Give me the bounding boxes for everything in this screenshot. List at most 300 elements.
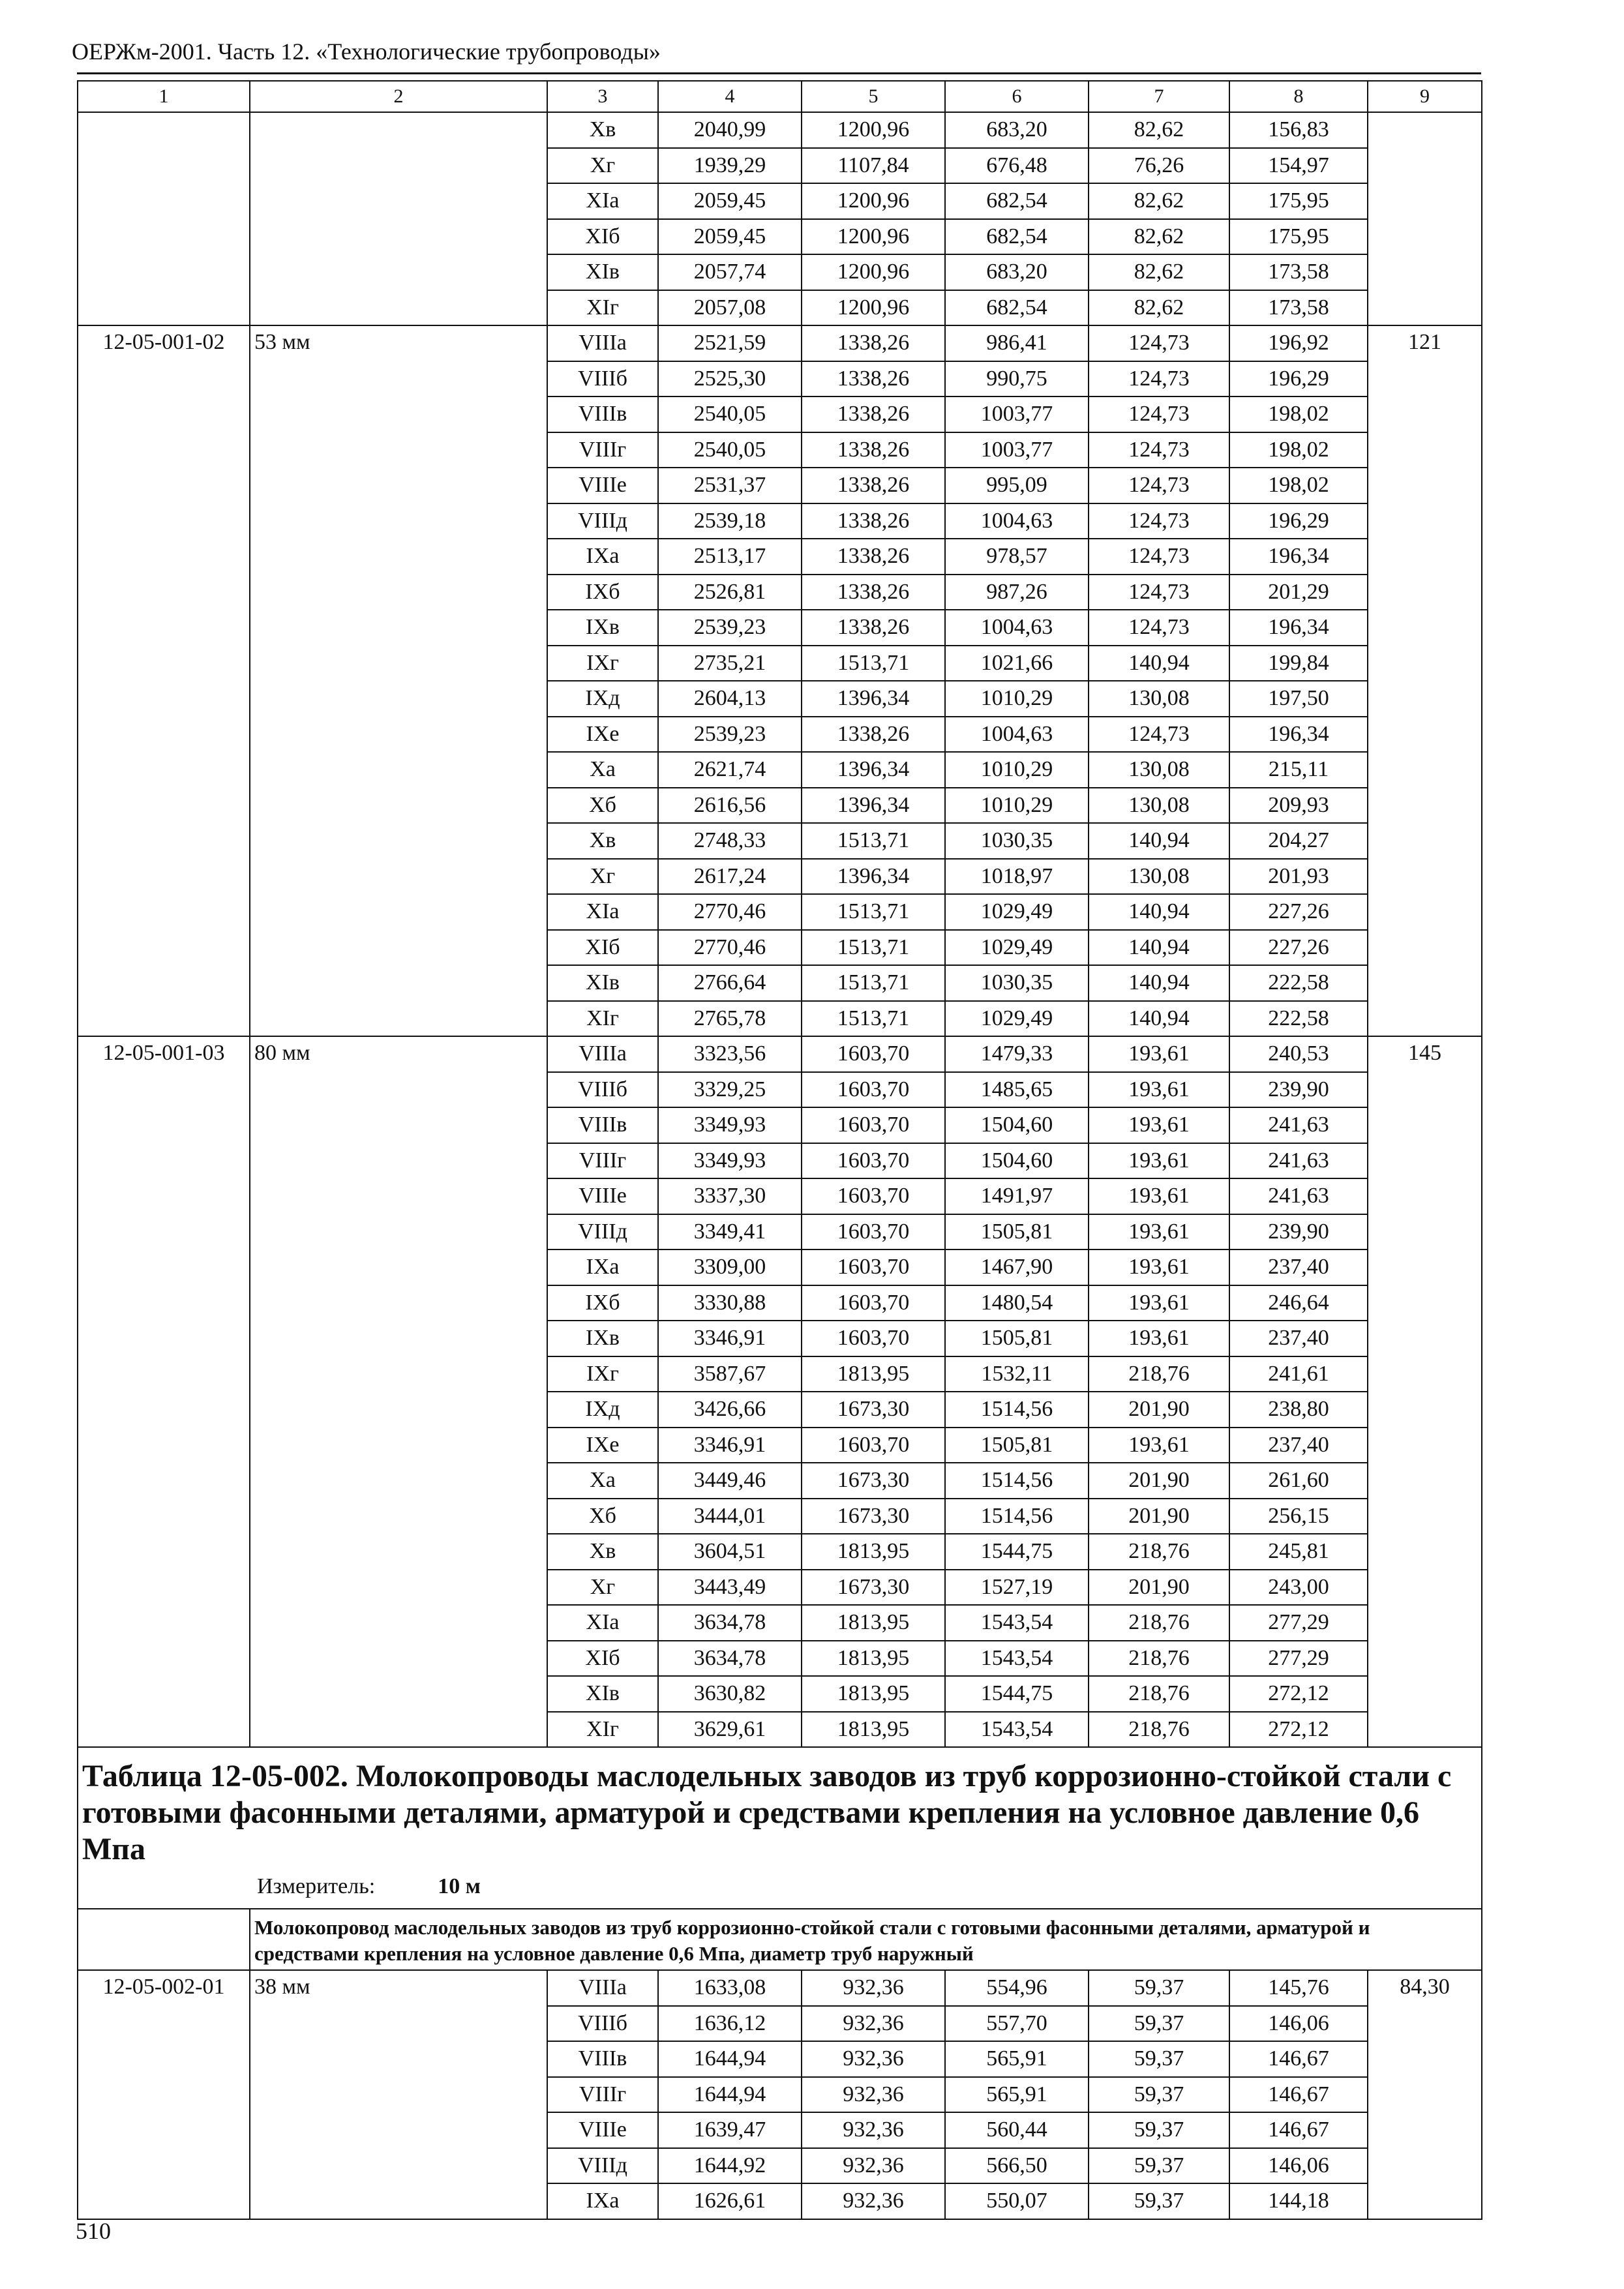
- value-cell: 565,91: [945, 2077, 1089, 2113]
- value-cell: 197,50: [1229, 681, 1368, 717]
- value-cell: 156,83: [1229, 112, 1368, 148]
- value-cell: 245,81: [1229, 1534, 1368, 1570]
- description-cell: Молокопровод маслодельных заводов из труб коррозионно-стойкой стали с готовыми фасонными деталями, арматурой и средствами крепления на условное давление 0,6 Мпа, диаметр труб наружный: [250, 1909, 1482, 1970]
- value-cell: 3346,91: [658, 1321, 802, 1356]
- value-cell: 193,61: [1089, 1072, 1229, 1108]
- value-cell: 1010,29: [945, 681, 1089, 717]
- value-cell: 1514,56: [945, 1499, 1089, 1534]
- value-cell: 2057,74: [658, 254, 802, 290]
- value-cell: 1603,70: [802, 1072, 945, 1108]
- diameter-cell: 38 мм: [250, 1970, 547, 2219]
- zone-cell: ХIа: [547, 183, 658, 219]
- value-cell: 932,36: [802, 2006, 945, 2042]
- value-cell: 218,76: [1089, 1676, 1229, 1712]
- value-cell: 241,63: [1229, 1107, 1368, 1143]
- value-cell: 2770,46: [658, 930, 802, 966]
- value-cell: 82,62: [1089, 219, 1229, 255]
- value-cell: 130,08: [1089, 681, 1229, 717]
- zone-cell: ХIв: [547, 254, 658, 290]
- value-cell: 145,76: [1229, 1970, 1368, 2006]
- value-cell: 196,34: [1229, 717, 1368, 753]
- value-cell: 1338,26: [802, 468, 945, 503]
- value-cell: 1029,49: [945, 1001, 1089, 1037]
- value-cell: 261,60: [1229, 1463, 1368, 1499]
- rate-code-cell: 12-05-001-03: [78, 1036, 250, 1747]
- value-cell: 277,29: [1229, 1605, 1368, 1641]
- zone-cell: Хв: [547, 112, 658, 148]
- zone-cell: VIIIд: [547, 2148, 658, 2184]
- zone-cell: Хв: [547, 1534, 658, 1570]
- value-cell: 683,20: [945, 112, 1089, 148]
- value-cell: 82,62: [1089, 183, 1229, 219]
- zone-cell: ХIа: [547, 894, 658, 930]
- value-cell: 3444,01: [658, 1499, 802, 1534]
- value-cell: 1513,71: [802, 646, 945, 681]
- value-cell: 2540,05: [658, 396, 802, 432]
- zone-cell: VIIIг: [547, 432, 658, 468]
- value-cell: 990,75: [945, 361, 1089, 397]
- zone-cell: ХIг: [547, 1712, 658, 1748]
- column-number-cell: 4: [658, 81, 802, 112]
- value-cell: 3449,46: [658, 1463, 802, 1499]
- value-cell: 146,06: [1229, 2148, 1368, 2184]
- value-cell: 201,93: [1229, 859, 1368, 895]
- value-cell: 124,73: [1089, 503, 1229, 539]
- zone-cell: VIIIе: [547, 1178, 658, 1214]
- zone-cell: IХа: [547, 2183, 658, 2219]
- value-cell: 3634,78: [658, 1605, 802, 1641]
- value-cell: 986,41: [945, 325, 1089, 361]
- value-cell: 218,76: [1089, 1605, 1229, 1641]
- value-cell: 124,73: [1089, 361, 1229, 397]
- zone-cell: Хб: [547, 1499, 658, 1534]
- value-cell: 978,57: [945, 539, 1089, 575]
- value-cell: 218,76: [1089, 1534, 1229, 1570]
- section-title-cell: [78, 1747, 1482, 1909]
- value-cell: 215,11: [1229, 752, 1368, 788]
- value-cell: 196,92: [1229, 325, 1368, 361]
- value-cell: 1029,49: [945, 894, 1089, 930]
- value-cell: 82,62: [1089, 254, 1229, 290]
- column-number-cell: 3: [547, 81, 658, 112]
- value-cell: 1396,34: [802, 859, 945, 895]
- value-cell: 3349,93: [658, 1143, 802, 1179]
- value-cell: 227,26: [1229, 894, 1368, 930]
- value-cell: 1813,95: [802, 1605, 945, 1641]
- diameter-cell: [250, 112, 547, 325]
- zone-cell: IХа: [547, 1249, 658, 1285]
- unit-line: [82, 1876, 1477, 1908]
- value-cell: 130,08: [1089, 752, 1229, 788]
- value-cell: 222,58: [1229, 1001, 1368, 1037]
- value-cell: 1200,96: [802, 183, 945, 219]
- value-cell: 201,90: [1089, 1570, 1229, 1606]
- value-cell: 237,40: [1229, 1321, 1368, 1356]
- value-cell: 932,36: [802, 2041, 945, 2077]
- price-table: [77, 80, 1482, 2220]
- zone-cell: IХд: [547, 1392, 658, 1428]
- zone-cell: IХг: [547, 1356, 658, 1392]
- column-number-cell: 2: [250, 81, 547, 112]
- value-cell: 140,94: [1089, 930, 1229, 966]
- value-cell: 140,94: [1089, 823, 1229, 859]
- value-cell: 146,67: [1229, 2077, 1368, 2113]
- value-cell: 3323,56: [658, 1036, 802, 1072]
- value-cell: 1673,30: [802, 1570, 945, 1606]
- table-row: [78, 1970, 1482, 2006]
- value-cell: 550,07: [945, 2183, 1089, 2219]
- value-cell: 227,26: [1229, 930, 1368, 966]
- value-cell: 59,37: [1089, 2077, 1229, 2113]
- zone-cell: IХа: [547, 539, 658, 575]
- value-cell: 1010,29: [945, 752, 1089, 788]
- value-cell: 1813,95: [802, 1534, 945, 1570]
- zone-cell: ХIв: [547, 965, 658, 1001]
- value-cell: 241,63: [1229, 1143, 1368, 1179]
- value-cell: 1004,63: [945, 503, 1089, 539]
- price-table-body: [78, 81, 1482, 2219]
- value-cell: 682,54: [945, 219, 1089, 255]
- zone-cell: VIIIе: [547, 468, 658, 503]
- value-cell: 3337,30: [658, 1178, 802, 1214]
- col9-cell: 121: [1368, 325, 1482, 1036]
- value-cell: 124,73: [1089, 468, 1229, 503]
- value-cell: 222,58: [1229, 965, 1368, 1001]
- value-cell: 1513,71: [802, 930, 945, 966]
- header-rule: [77, 72, 1481, 74]
- value-cell: 1396,34: [802, 681, 945, 717]
- value-cell: 218,76: [1089, 1356, 1229, 1392]
- value-cell: 154,97: [1229, 148, 1368, 184]
- value-cell: 193,61: [1089, 1321, 1229, 1356]
- value-cell: 1513,71: [802, 965, 945, 1001]
- value-cell: 1514,56: [945, 1392, 1089, 1428]
- section-title-row: [78, 1747, 1482, 1909]
- value-cell: 932,36: [802, 1970, 945, 2006]
- zone-cell: VIIIв: [547, 396, 658, 432]
- value-cell: 1813,95: [802, 1712, 945, 1748]
- value-cell: 1338,26: [802, 575, 945, 610]
- zone-cell: VIIIа: [547, 1036, 658, 1072]
- value-cell: 1021,66: [945, 646, 1089, 681]
- value-cell: 256,15: [1229, 1499, 1368, 1534]
- rate-code-cell: 12-05-002-01: [78, 1970, 250, 2219]
- value-cell: 1485,65: [945, 1072, 1089, 1108]
- column-number-cell: 5: [802, 81, 945, 112]
- value-cell: 3329,25: [658, 1072, 802, 1108]
- value-cell: 3349,41: [658, 1214, 802, 1250]
- value-cell: 1513,71: [802, 823, 945, 859]
- value-cell: 1544,75: [945, 1676, 1089, 1712]
- value-cell: 2525,30: [658, 361, 802, 397]
- unit-label: Измеритель:: [257, 1874, 376, 1898]
- value-cell: 1396,34: [802, 752, 945, 788]
- value-cell: 204,27: [1229, 823, 1368, 859]
- value-cell: 59,37: [1089, 2112, 1229, 2148]
- value-cell: 2040,99: [658, 112, 802, 148]
- value-cell: 2765,78: [658, 1001, 802, 1037]
- value-cell: 124,73: [1089, 539, 1229, 575]
- value-cell: 1603,70: [802, 1249, 945, 1285]
- value-cell: 124,73: [1089, 432, 1229, 468]
- value-cell: 1505,81: [945, 1321, 1089, 1356]
- value-cell: 2766,64: [658, 965, 802, 1001]
- value-cell: 1603,70: [802, 1321, 945, 1356]
- value-cell: 1029,49: [945, 930, 1089, 966]
- value-cell: 995,09: [945, 468, 1089, 503]
- value-cell: 2526,81: [658, 575, 802, 610]
- value-cell: 2539,23: [658, 610, 802, 646]
- column-number-cell: 1: [78, 81, 250, 112]
- value-cell: 565,91: [945, 2041, 1089, 2077]
- value-cell: 3629,61: [658, 1712, 802, 1748]
- value-cell: 1004,63: [945, 610, 1089, 646]
- value-cell: 218,76: [1089, 1641, 1229, 1677]
- value-cell: 272,12: [1229, 1676, 1368, 1712]
- zone-cell: IХб: [547, 1285, 658, 1321]
- zone-cell: IХд: [547, 681, 658, 717]
- value-cell: 239,90: [1229, 1072, 1368, 1108]
- price-table-container: [77, 80, 1481, 2220]
- value-cell: 1514,56: [945, 1463, 1089, 1499]
- value-cell: 3587,67: [658, 1356, 802, 1392]
- value-cell: 2604,13: [658, 681, 802, 717]
- value-cell: 1504,60: [945, 1107, 1089, 1143]
- value-cell: 2616,56: [658, 788, 802, 824]
- value-cell: 1504,60: [945, 1143, 1089, 1179]
- value-cell: 3443,49: [658, 1570, 802, 1606]
- value-cell: 140,94: [1089, 894, 1229, 930]
- zone-cell: VIIIб: [547, 2006, 658, 2042]
- value-cell: 1338,26: [802, 610, 945, 646]
- value-cell: 243,00: [1229, 1570, 1368, 1606]
- value-cell: 987,26: [945, 575, 1089, 610]
- zone-cell: Хг: [547, 148, 658, 184]
- zone-cell: VIIIб: [547, 361, 658, 397]
- zone-cell: VIIIе: [547, 2112, 658, 2148]
- value-cell: 124,73: [1089, 610, 1229, 646]
- value-cell: 173,58: [1229, 254, 1368, 290]
- value-cell: 1003,77: [945, 396, 1089, 432]
- value-cell: 1003,77: [945, 432, 1089, 468]
- value-cell: 201,29: [1229, 575, 1368, 610]
- value-cell: 1200,96: [802, 254, 945, 290]
- value-cell: 124,73: [1089, 717, 1229, 753]
- value-cell: 2057,08: [658, 290, 802, 326]
- value-cell: 1338,26: [802, 539, 945, 575]
- col9-cell: [1368, 112, 1482, 325]
- value-cell: 1467,90: [945, 1249, 1089, 1285]
- value-cell: 193,61: [1089, 1285, 1229, 1321]
- description-row: [78, 1909, 1482, 1970]
- zone-cell: Хг: [547, 859, 658, 895]
- value-cell: 201,90: [1089, 1392, 1229, 1428]
- value-cell: 2540,05: [658, 432, 802, 468]
- value-cell: 1813,95: [802, 1676, 945, 1712]
- table-row: [78, 1036, 1482, 1072]
- zone-cell: ХIб: [547, 1641, 658, 1677]
- value-cell: 238,80: [1229, 1392, 1368, 1428]
- value-cell: 1396,34: [802, 788, 945, 824]
- value-cell: 932,36: [802, 2112, 945, 2148]
- value-cell: 3349,93: [658, 1107, 802, 1143]
- value-cell: 1491,97: [945, 1178, 1089, 1214]
- value-cell: 1513,71: [802, 894, 945, 930]
- value-cell: 1004,63: [945, 717, 1089, 753]
- code-cell: [78, 112, 250, 325]
- zone-cell: IХв: [547, 610, 658, 646]
- value-cell: 1636,12: [658, 2006, 802, 2042]
- value-cell: 1633,08: [658, 1970, 802, 2006]
- table-title: Таблица 12-05-002. Молокопроводы маслодельных заводов из труб коррозионно-стойкой стали с готовыми фасонными деталями, арматурой и средствами крепления на условное давление 0,6 Мпа: [82, 1759, 1452, 1866]
- value-cell: 198,02: [1229, 432, 1368, 468]
- value-cell: 239,90: [1229, 1214, 1368, 1250]
- value-cell: 932,36: [802, 2148, 945, 2184]
- zone-cell: VIIIа: [547, 1970, 658, 2006]
- value-cell: 59,37: [1089, 1970, 1229, 2006]
- value-cell: 1543,54: [945, 1605, 1089, 1641]
- value-cell: 1673,30: [802, 1499, 945, 1534]
- value-cell: 272,12: [1229, 1712, 1368, 1748]
- value-cell: 1513,71: [802, 1001, 945, 1037]
- value-cell: 146,67: [1229, 2041, 1368, 2077]
- value-cell: 1505,81: [945, 1214, 1089, 1250]
- value-cell: 1603,70: [802, 1107, 945, 1143]
- value-cell: 3330,88: [658, 1285, 802, 1321]
- value-cell: 682,54: [945, 290, 1089, 326]
- zone-cell: VIIIв: [547, 1107, 658, 1143]
- value-cell: 1338,26: [802, 361, 945, 397]
- value-cell: 2539,23: [658, 717, 802, 753]
- value-cell: 1603,70: [802, 1143, 945, 1179]
- value-cell: 173,58: [1229, 290, 1368, 326]
- value-cell: 1480,54: [945, 1285, 1089, 1321]
- value-cell: 1603,70: [802, 1285, 945, 1321]
- value-cell: 2513,17: [658, 539, 802, 575]
- value-cell: 1338,26: [802, 503, 945, 539]
- value-cell: 1200,96: [802, 112, 945, 148]
- value-cell: 3309,00: [658, 1249, 802, 1285]
- value-cell: 1673,30: [802, 1392, 945, 1428]
- value-cell: 1603,70: [802, 1178, 945, 1214]
- zone-cell: VIIIд: [547, 503, 658, 539]
- zone-cell: IХв: [547, 1321, 658, 1356]
- table-row: [78, 325, 1482, 361]
- value-cell: 1644,92: [658, 2148, 802, 2184]
- zone-cell: ХIг: [547, 1001, 658, 1037]
- value-cell: 196,29: [1229, 361, 1368, 397]
- value-cell: 2770,46: [658, 894, 802, 930]
- value-cell: 557,70: [945, 2006, 1089, 2042]
- zone-cell: Ха: [547, 752, 658, 788]
- zone-cell: ХIб: [547, 219, 658, 255]
- value-cell: 196,34: [1229, 610, 1368, 646]
- value-cell: 1626,61: [658, 2183, 802, 2219]
- value-cell: 1018,97: [945, 859, 1089, 895]
- value-cell: 175,95: [1229, 183, 1368, 219]
- value-cell: 218,76: [1089, 1712, 1229, 1748]
- value-cell: 3630,82: [658, 1676, 802, 1712]
- zone-cell: Ха: [547, 1463, 658, 1499]
- value-cell: 1543,54: [945, 1641, 1089, 1677]
- column-number-cell: 9: [1368, 81, 1482, 112]
- value-cell: 1338,26: [802, 717, 945, 753]
- value-cell: 198,02: [1229, 396, 1368, 432]
- value-cell: 130,08: [1089, 859, 1229, 895]
- zone-cell: VIIIа: [547, 325, 658, 361]
- value-cell: 566,50: [945, 2148, 1089, 2184]
- value-cell: 209,93: [1229, 788, 1368, 824]
- value-cell: 1532,11: [945, 1356, 1089, 1392]
- page-number: 510: [76, 2218, 111, 2244]
- value-cell: 124,73: [1089, 396, 1229, 432]
- value-cell: 175,95: [1229, 219, 1368, 255]
- value-cell: 193,61: [1089, 1036, 1229, 1072]
- value-cell: 198,02: [1229, 468, 1368, 503]
- value-cell: 193,61: [1089, 1107, 1229, 1143]
- value-cell: 2735,21: [658, 646, 802, 681]
- value-cell: 1939,29: [658, 148, 802, 184]
- value-cell: 59,37: [1089, 2183, 1229, 2219]
- value-cell: 2521,59: [658, 325, 802, 361]
- zone-cell: ХIг: [547, 290, 658, 326]
- zone-cell: IХе: [547, 1428, 658, 1463]
- zone-cell: VIIIв: [547, 2041, 658, 2077]
- value-cell: 140,94: [1089, 646, 1229, 681]
- value-cell: 1338,26: [802, 396, 945, 432]
- zone-cell: ХIа: [547, 1605, 658, 1641]
- value-cell: 1479,33: [945, 1036, 1089, 1072]
- page-header: ОЕРЖм-2001. Часть 12. «Технологические трубопроводы»: [72, 38, 661, 65]
- value-cell: 1010,29: [945, 788, 1089, 824]
- value-cell: 1505,81: [945, 1428, 1089, 1463]
- zone-cell: Хг: [547, 1570, 658, 1606]
- value-cell: 193,61: [1089, 1178, 1229, 1214]
- zone-cell: Хв: [547, 823, 658, 859]
- value-cell: 2531,37: [658, 468, 802, 503]
- value-cell: 1338,26: [802, 325, 945, 361]
- zone-cell: ХIб: [547, 930, 658, 966]
- value-cell: 193,61: [1089, 1428, 1229, 1463]
- value-cell: 237,40: [1229, 1428, 1368, 1463]
- value-cell: 1603,70: [802, 1214, 945, 1250]
- value-cell: 1030,35: [945, 823, 1089, 859]
- value-cell: 2621,74: [658, 752, 802, 788]
- value-cell: 676,48: [945, 148, 1089, 184]
- value-cell: 59,37: [1089, 2148, 1229, 2184]
- value-cell: 246,64: [1229, 1285, 1368, 1321]
- value-cell: 144,18: [1229, 2183, 1368, 2219]
- value-cell: 241,63: [1229, 1178, 1368, 1214]
- value-cell: 932,36: [802, 2077, 945, 2113]
- value-cell: 1200,96: [802, 290, 945, 326]
- value-cell: 3604,51: [658, 1534, 802, 1570]
- zone-cell: VIIIб: [547, 1072, 658, 1108]
- value-cell: 196,34: [1229, 539, 1368, 575]
- unit-value: 10 м: [438, 1874, 481, 1898]
- zone-cell: Хб: [547, 788, 658, 824]
- value-cell: 3346,91: [658, 1428, 802, 1463]
- value-cell: 682,54: [945, 183, 1089, 219]
- value-cell: 2059,45: [658, 219, 802, 255]
- value-cell: 76,26: [1089, 148, 1229, 184]
- value-cell: 1544,75: [945, 1534, 1089, 1570]
- value-cell: 1200,96: [802, 219, 945, 255]
- table-row: [78, 112, 1482, 148]
- value-cell: 124,73: [1089, 575, 1229, 610]
- value-cell: 82,62: [1089, 112, 1229, 148]
- zone-cell: IХг: [547, 646, 658, 681]
